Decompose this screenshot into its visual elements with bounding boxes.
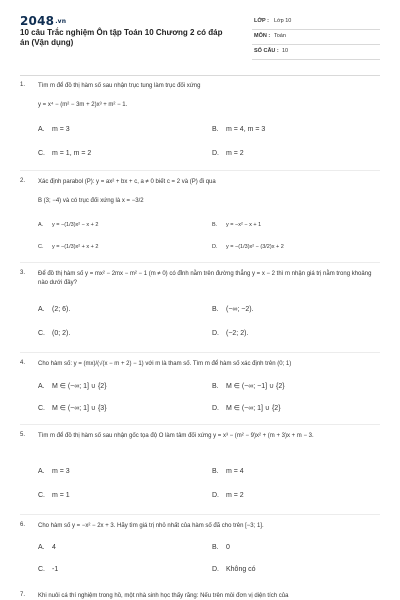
option-c[interactable]: C. -1	[38, 566, 59, 573]
option-b[interactable]: B. m = 4, m = 3	[212, 126, 266, 133]
option-d[interactable]: D. Không có	[212, 566, 256, 573]
question-4	[20, 360, 380, 430]
question-3	[20, 270, 380, 350]
document-title: 10 câu Trắc nghiệm Ôn tập Toán 10 Chương 2 có đáp án (Vận dụng)	[20, 28, 223, 47]
question-6	[20, 522, 380, 582]
question-stem: Cho hàm số: y = (mx)/(√(x − m + 2) − 1) với m là tham số. Tìm m để hàm số xác định trên (0; 1)	[38, 361, 292, 367]
question-stem: Tìm m để đồ thị hàm số sau nhận gốc tọa độ O làm tâm đối xứng y = x³ − (m² − 9)x² + (m + 3)x + m − 3.	[38, 433, 314, 439]
option-d[interactable]: D. M ∈ (−∞; 1] ∪ {2}	[212, 405, 281, 412]
option-c[interactable]: C. (0; 2).	[38, 330, 71, 337]
meta-row-class	[252, 15, 380, 30]
meta-row-subject	[252, 30, 380, 45]
meta-label: LỚP :	[254, 18, 269, 24]
option-b[interactable]: B. m = 4	[212, 468, 244, 475]
header-divider	[20, 75, 380, 76]
question-1	[20, 82, 380, 162]
option-a[interactable]: A. m = 3	[38, 126, 70, 133]
question-divider	[20, 262, 380, 263]
logo-text: 2048	[20, 14, 55, 28]
question-divider	[20, 352, 380, 353]
meta-value: Toán	[274, 33, 286, 39]
question-number: 5.	[20, 432, 26, 438]
question-stem: Khi nuôi cá thí nghiệm trong hồ, một nhà sinh học thấy rằng: Nếu trên mỗi đơn vị diện tích của	[38, 593, 289, 599]
question-divider	[20, 514, 380, 515]
option-c[interactable]: C. m = 1, m = 2	[38, 150, 92, 157]
option-a[interactable]: A. m = 3	[38, 468, 70, 475]
meta-box	[252, 15, 380, 60]
meta-label: MÔN :	[254, 33, 271, 39]
option-d[interactable]: D. m = 2	[212, 492, 244, 499]
question-number: 6.	[20, 522, 26, 528]
question-2	[20, 178, 380, 258]
option-a[interactable]: A. y = −(1/3)x² − x + 2	[38, 222, 99, 228]
question-stem: Xác định parabol (P): y = ax² + bx + c, a ≠ 0 biết c = 2 và (P) đi qua	[38, 179, 216, 185]
question-stem: Để đồ thị hàm số y = mx² − 2mx − m² − 1 (m ≠ 0) có đỉnh nằm trên đường thẳng y = x − 2 thì m nhận giá trị nằm trong khoảng nào dưới đây?	[38, 271, 372, 286]
option-b[interactable]: B. M ∈ (−∞; −1] ∪ {2}	[212, 383, 285, 390]
question-number: 3.	[20, 270, 26, 276]
meta-value: 10	[282, 48, 289, 54]
option-b[interactable]: B. 0	[212, 544, 230, 551]
option-c[interactable]: C. m = 1	[38, 492, 70, 499]
question-stem: Cho hàm số y = −x² − 2x + 3. Hãy tìm giá trị nhỏ nhất của hàm số đã cho trên [−3; 1].	[38, 523, 264, 529]
question-formula: B (3; −4) và có trục đối xứng là x = −3/2	[38, 198, 144, 204]
option-a[interactable]: A. (2; 6).	[38, 306, 71, 313]
logo-suffix: .vn	[55, 18, 67, 25]
question-number: 1.	[20, 82, 26, 88]
meta-value: Lớp 10	[274, 18, 292, 24]
option-c[interactable]: C. M ∈ (−∞; 1] ∪ {3}	[38, 405, 107, 412]
option-d[interactable]: D. (−2; 2).	[212, 330, 249, 337]
option-b[interactable]: B. (−∞; −2).	[212, 306, 254, 313]
meta-label: SỐ CÂU :	[254, 48, 279, 54]
question-5	[20, 432, 380, 512]
option-b[interactable]: B. y = −x² − x + 1	[212, 222, 262, 228]
question-number: 2.	[20, 178, 26, 184]
option-c[interactable]: C. y = −(1/3)x² + x + 2	[38, 244, 99, 250]
option-a[interactable]: A. 4	[38, 544, 56, 551]
site-logo[interactable]	[20, 14, 66, 28]
option-d[interactable]: D. m = 2	[212, 150, 244, 157]
meta-row-count	[252, 45, 380, 60]
question-7	[20, 592, 380, 600]
question-number: 7.	[20, 592, 26, 598]
question-divider	[20, 170, 380, 171]
question-formula: y = x⁴ − (m² − 3m + 2)x³ + m² − 1.	[38, 102, 128, 108]
question-number: 4.	[20, 360, 26, 366]
option-a[interactable]: A. M ∈ (−∞; 1] ∪ {2}	[38, 383, 107, 390]
question-stem: Tìm m để đồ thị hàm số sau nhận trục tung làm trục đối xứng	[38, 83, 201, 89]
option-d[interactable]: D. y = −(1/3)x² − (3/2)x + 2	[212, 244, 284, 250]
question-divider	[20, 424, 380, 425]
document-header	[20, 14, 380, 66]
